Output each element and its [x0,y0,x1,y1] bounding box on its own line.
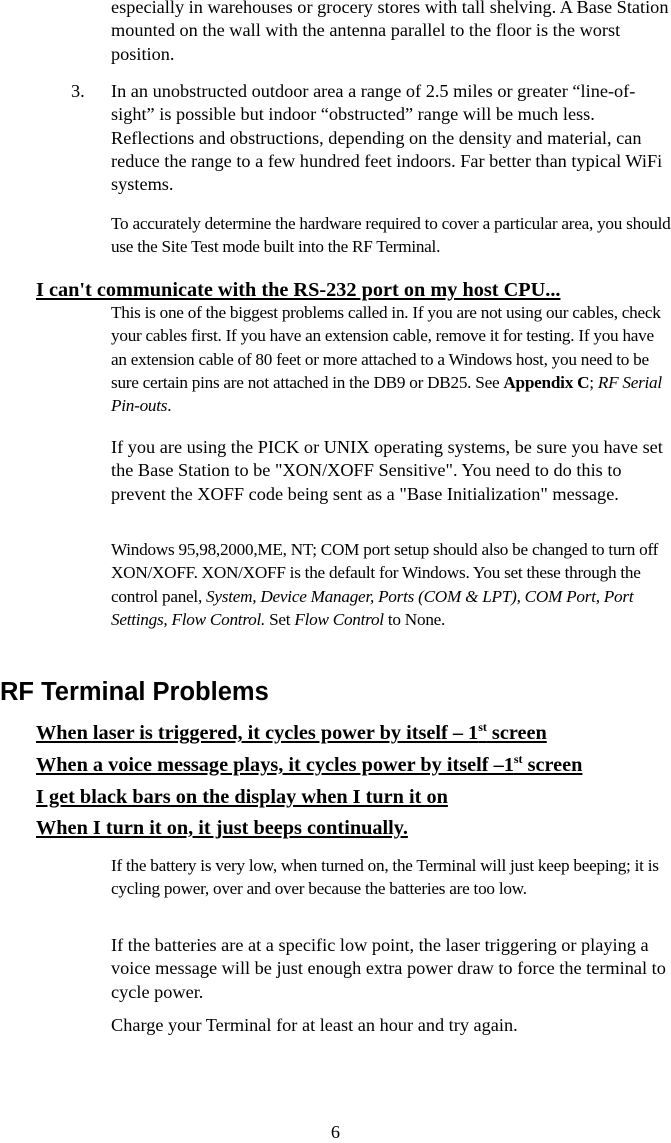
superscript: st [513,752,523,767]
page-number-text: 6 [330,1122,341,1142]
rf-heading-voice-end: screen [522,754,583,776]
set-label: Set [265,609,295,629]
rf-heading-black-bars [36,784,448,810]
intro-paragraph-text: especially in warehouses or grocery stores with tall shelving. A Base Station mounted on the wall with the antenna parallel to the floor is the worst position. [111,0,669,64]
intro-paragraph [111,0,671,66]
list-item-number: 3. [71,81,85,101]
rf-heading-black-bars-text: I get black bars on the display when I turn it on [36,786,448,808]
rf-paragraph-1 [111,854,671,901]
list-item-3 [71,80,671,196]
section-title-text: RF Terminal Problems [0,678,269,706]
list-item-text: In an unobstructed outdoor area a range of 2.5 miles or greater “line-of-sight” is possible but indoor “obstructed” range will be much less. Reflections and obstructions, depending on the density and material, can reduce the range to a few hundred feet indoors. Far better than typical WiFi systems. [111,81,663,195]
rf-paragraph-2 [111,934,671,1004]
rf-heading-voice [36,752,582,778]
rf-heading-voice-text: When a voice message plays, it cycles power by itself –1 [36,754,514,776]
rf-paragraph-3 [111,1014,671,1037]
superscript: st [478,720,487,735]
rs232-heading-text: I can't communicate with the RS-232 port on my host CPU... [36,279,561,301]
rf-p1-text: If the battery is very low, when turned on, the Terminal will just keep beeping; it is cycling power, over and over because the batteries are too low. [111,856,659,899]
rs232-paragraph-1 [111,301,671,417]
rf-heading-laser-end: screen [486,722,547,744]
pinouts-reference: RF Serial Pin-outs [111,372,662,416]
rs232-p1-text: This is one of the biggest problems called in. If you are not using our cables, check your cables first. If you have an extension cable, remove it for testing. If you have an extension cable of 80 feet or more attached to a Windows host, you need to be sure certain pins are not attached in the DB9 or DB25. See [111,303,661,392]
site-test-paragraph [111,212,671,259]
separator: ; [589,372,598,392]
rf-heading-beeps-text: When I turn it on, it just beeps continually. [36,817,408,839]
rf-heading-laser [36,720,547,746]
rs232-paragraph-2 [111,436,671,506]
appendix-reference: Appendix C [503,372,590,392]
rs232-p3-text: Windows 95,98,2000,ME, NT; COM port setup should also be changed to turn off XON/XOFF. XON/XOFF is the default for Windows. You set these through the control panel, [111,540,659,606]
rf-heading-beeps [36,815,408,841]
period: . [167,396,172,416]
rs232-paragraph-3 [111,538,671,631]
control-panel-path: System, Device Manager, Ports (COM & LPT), COM Port, Port Settings, Flow Control. [111,586,634,629]
section-title [0,676,269,708]
to-none: to None. [383,609,446,629]
rf-p3-text: Charge your Terminal for at least an hour and try again. [111,1015,518,1035]
rs232-heading [36,277,560,303]
rs232-p2-text: If you are using the PICK or UNIX operating systems, be sure you have set the Base Station to be "XON/XOFF Sensitive". You need to do this to prevent the XOFF code being sent as a "Base Initialization" message. [111,437,663,504]
rf-heading-laser-text: When laser is triggered, it cycles power by itself – 1 [36,722,479,744]
site-test-text: To accurately determine the hardware required to cover a particular area, you should use the Site Test mode built into the RF Terminal. [111,214,671,257]
rf-p2-text: If the batteries are at a specific low point, the laser triggering or playing a voice message will be just enough extra power draw to force the terminal to cycle power. [111,935,666,1002]
flow-control-term: Flow Control [294,609,384,629]
